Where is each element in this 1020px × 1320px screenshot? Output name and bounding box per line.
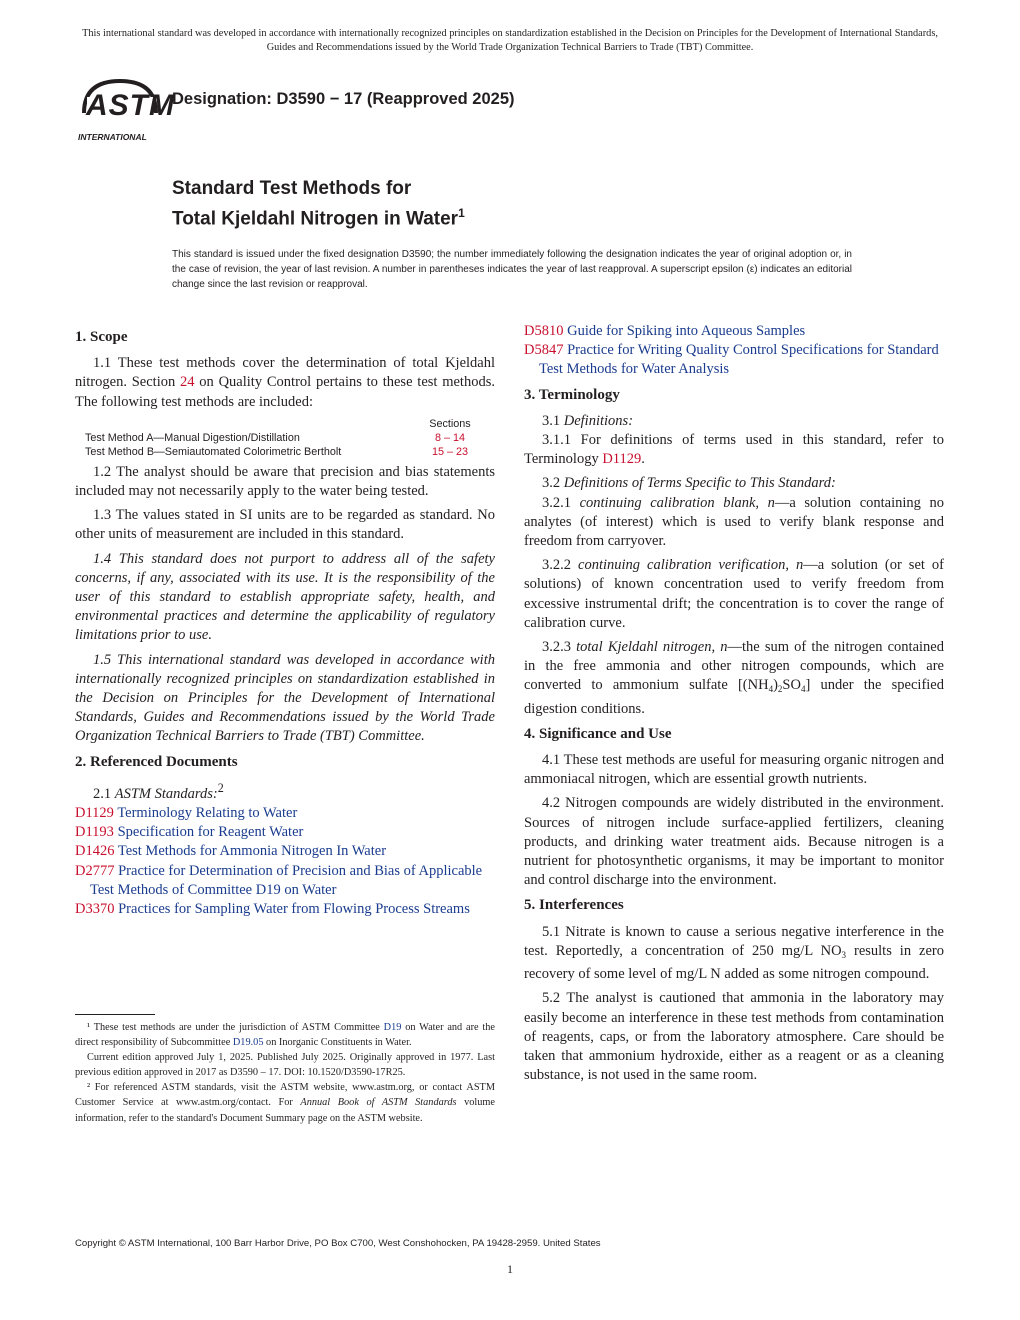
document-title [172,176,465,231]
scope-1-1: 1.1 These test methods cover the determination of total Kjeldahl nitrogen. Section 24 on Quality Control pertains to these test methods. The following test methods are included: [75,355,495,410]
ref-item[interactable]: D2777 Practice for Determination of Precision and Bias of Applicable Test Methods of Committee D19 on Water [75,862,483,898]
scope-heading: 1. Scope [75,329,128,345]
footnote-1-edition: Current edition approved July 1, 2025. Published July 2025. Originally approved in 1977. Last previous edition approved in 2017 as D3590 – 17. DOI: 10.1520/D3590-17R25. [75,1052,495,1079]
table-header-sections: Sections [429,417,471,430]
scope-1-2: 1.2 The analyst should be aware that precision and bias statements included may not necessarily apply to the water being tested. [75,463,495,500]
designation: Designation: D3590 − 17 (Reapproved 2025) [172,90,515,108]
ref-item[interactable]: D1129 Terminology Relating to Water [75,804,298,821]
astm-standards-sub: 2.1 ASTM Standards:$^2$ [93,780,224,802]
ref-item[interactable]: D5847 Practice for Writing Quality Control Specifications for Standard Test Methods for Water Analysis [524,342,939,378]
subcommittee-link[interactable]: D19.05 [232,1037,264,1049]
term-3-1-1: 3.1.1 For definitions of terms used in this standard, refer to Terminology D1129. [524,432,944,468]
ref-item[interactable]: D3370 Practices for Sampling Water from Flowing Process Streams [75,900,470,917]
term-3-2-3: 3.2.3 total Kjeldahl nitrogen, n—the sum of the nitrogen contained in the free ammonia and other nitrogen compounds, which are converted to ammonium sulfate $[(NH_4)_2SO_4]$ under the specified digestion conditions. [524,639,944,717]
test-method-table [75,417,495,459]
right-column [524,322,944,1090]
interferences-5-1: 5.1 Nitrate is known to cause a serious negative interference in the test. Reportedly, a concentration of 250 mg/L $NO_3$ results in zero recovery of some level of mg/L N added as some nitrogen compound. [524,923,944,983]
section-24-link[interactable]: 24 [180,374,195,391]
significance-4-1: 4.1 These test methods are useful for measuring organic nitrogen and ammoniacal nitrogen, which are essential growth nutrients. [524,752,944,788]
terminology-heading: 3. Terminology [524,386,620,403]
interferences-5-2: 5.2 The analyst is cautioned that ammonia in the laboratory may easily become an interference in these test methods from contamination of reagents, caps, or from the laboratory atmosphere. Care should be taken that ammonium hydroxide, either as a reagent or as a cleaning substance, is not used in the same room. [524,990,944,1084]
significance-heading: 4. Significance and Use [524,725,672,742]
d1129-link[interactable]: D1129 [602,451,642,468]
scope-1-3: 1.3 The values stated in SI units are to be regarded as standard. No other units of measurement are included in this standard. [75,507,495,543]
term-3-2-1: 3.2.1 continuing calibration blank, n—a solution containing no analytes (of interest) which is used to verify blank response and freedom from carryover. [524,494,945,550]
issuance-note: This standard is issued under the fixed designation D3590; the number immediately following the designation indicates the year of original adoption or, in the case of revision, the year of last revision. A number in parentheses indicates the year of last reapproval. A superscript epsilon (ε) indicates an editorial change since the last revision or reapproval. [172,249,852,290]
significance-4-2: 4.2 Nitrogen compounds are widely distributed in the environment. Sources of nitrogen include surface-applied fertilizers, cleaning products, and drinking water treatment aids. Because nitrogen is a nutrient for photosynthetic organisms, it may be important to monitor and control discharge into the environment. [524,795,944,889]
refdocs-heading: 2. Referenced Documents [75,753,238,770]
left-column [75,322,495,919]
section-range-link[interactable]: 8 – 14 [434,431,466,444]
ref-item[interactable]: D5810 Guide for Spiking into Aqueous Samples [524,323,806,339]
logo-caption: INTERNATIONAL [78,132,147,142]
logo-text: ASTM [86,89,175,122]
astm-logo [74,75,175,145]
committee-d19-link[interactable]: D19 [383,1022,402,1033]
copyright: Copyright © ASTM International, 100 Barr Harbor Drive, PO Box C700, West Conshohocken, PA 19428-2959. United States [75,1238,601,1249]
page-number: 1 [507,1262,513,1276]
title-line-1: Standard Test Methods for [172,178,412,199]
table-row: Test Method A—Manual Digestion/Distillation 8 – 14 [75,431,495,445]
footnote-2: ² For referenced ASTM standards, visit the ASTM website, www.astm.org, or contact ASTM Customer Service at www.astm.org/contact. For Annual Book of ASTM Standards volume information, refer to the standard's Document Summary page on the ASTM website. [75,1082,495,1124]
section-range-link[interactable]: 15 – 23 [431,445,469,458]
scope-1-4: 1.4 This standard does not purport to address all of the safety concerns, if any, associated with its use. It is the responsibility of the user of this standard to establish appropriate safety, health, and environmental practices and determine the applicability of regulatory limitations prior to use. [75,550,495,644]
footnote-rule [75,1014,155,1015]
footnote-1: ¹ These test methods are under the jurisdiction of ASTM Committee D19 on Water and are the direct responsibility of Subcommittee D19.05 on Inorganic Constituents in Water. [75,1022,495,1049]
scope-1-5: 1.5 This international standard was developed in accordance with internationally recognized principles on standardization established in the Decision on Principles for the Development of International Standards, Guides and Recommendations issued by the World Trade Organization Technical Barriers to Trade (TBT) Committee. [75,651,495,745]
term-3-2: 3.2 Definitions of Terms Specific to This Standard: [542,475,836,492]
title-footnote-mark: 1 [458,206,465,220]
table-row: Test Method B—Semiautomated Colorimetric Bertholt 15 – 23 [75,445,495,459]
ref-item[interactable]: D1193 Specification for Reagent Water [75,824,304,841]
footnotes [75,1020,495,1126]
ref-item[interactable]: D1426 Test Methods for Ammonia Nitrogen In Water [75,843,387,860]
international-standard-notice: This international standard was developed in accordance with internationally recognized principles on standardization established in the Decision on Principles for the Development of International Standards, Guides and Recommendations issued by the World Trade Organization Technical Barriers to Trade (TBT) Committee. [82,28,938,53]
term-3-1: 3.1 Definitions: [542,412,634,429]
term-3-2-2: 3.2.2 continuing calibration verification, n—a solution (or set of solutions) of known concentration used to verify freedom from excessive instrumental drift; the concentration is to cover the range of calibration curve. [524,557,944,631]
title-line-2: Total Kjeldahl Nitrogen in Water$^1$ [172,206,465,230]
interferences-heading: 5. Interferences [524,897,624,914]
